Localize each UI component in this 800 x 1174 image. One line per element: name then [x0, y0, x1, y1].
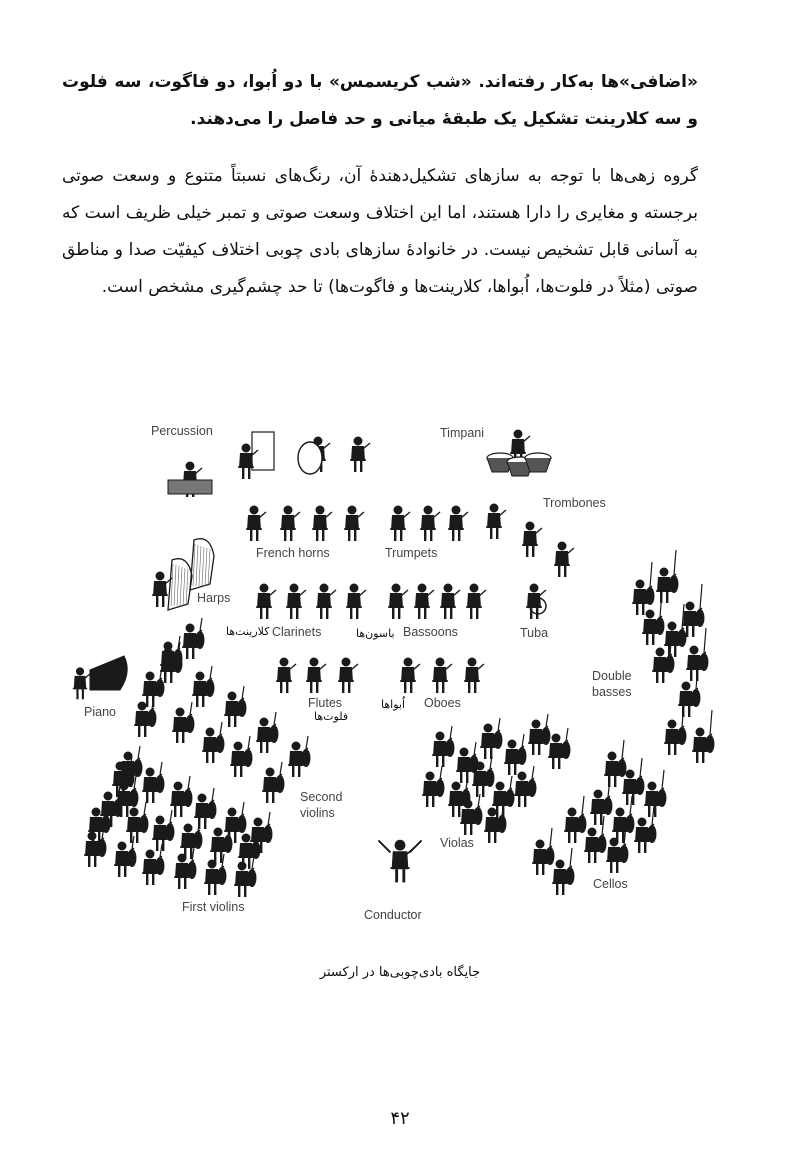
clarinet-player-figure — [346, 584, 366, 619]
double-bass-player-figure — [664, 702, 687, 755]
double-bass-player-figure — [692, 710, 715, 763]
viola-player-figure — [480, 718, 503, 759]
french-horn-player-figure — [246, 506, 266, 541]
oboe-player-figure — [432, 658, 452, 693]
label-tuba: Tuba — [520, 626, 549, 640]
double-bass-player-figure — [678, 664, 701, 717]
paragraph-intro: «اضافی»ها به‌کار رفته‌اند. «شب کریسمس» با دو اُبوا، دو فاگوت، سه فلوت و سه کلارینت تشکیل یک طبقهٔ میانی و حد فاصل را می‌دهند. — [62, 72, 698, 129]
clarinet-player-figure — [286, 584, 306, 619]
piano — [90, 656, 127, 690]
bassoon-player-figure — [388, 584, 408, 619]
second-violin-player-figure — [262, 762, 285, 803]
first-violin-player-figure — [170, 776, 193, 817]
label-fa-clarinets: کلارینت‌ها — [226, 625, 270, 638]
timpani-drum — [525, 453, 551, 472]
clarinet-player-figure — [256, 584, 276, 619]
label-double-basses-line1: Double — [592, 669, 632, 683]
french-horn-player-figure — [344, 506, 364, 541]
first-violin-player-figure — [114, 836, 137, 877]
second-violin-player-figure — [256, 712, 279, 753]
percussion-player-figure — [350, 437, 370, 472]
first-violin-player-figure — [234, 856, 257, 897]
cello-player-figure — [564, 796, 587, 843]
french-horn-player-figure — [312, 506, 332, 541]
cello-player-figure — [552, 848, 575, 895]
label-first-violins: First violins — [182, 900, 245, 914]
second-violin-player-figure — [288, 736, 311, 777]
bassoon-player-figure — [414, 584, 434, 619]
viola-player-figure — [528, 714, 551, 755]
label-clarinets: Clarinets — [272, 625, 322, 639]
second-violin-player-figure — [192, 666, 215, 707]
label-double-basses-line2: basses — [592, 685, 632, 699]
harp — [168, 559, 192, 610]
label-violas: Violas — [440, 836, 474, 850]
label-trumpets: Trumpets — [385, 546, 438, 560]
first-violin-player-figure — [152, 810, 175, 851]
first-violin-player-figure — [142, 844, 165, 885]
double-bass-player-figure — [656, 550, 679, 603]
label-cellos: Cellos — [593, 877, 628, 891]
second-violin-player-figure — [202, 722, 225, 763]
label-conductor: Conductor — [364, 908, 422, 922]
label-harps: Harps — [197, 591, 231, 605]
trumpet-player-figure — [420, 506, 440, 541]
trumpet-player-figure — [448, 506, 468, 541]
cello-player-figure — [644, 770, 667, 817]
bassoon-player-figure — [440, 584, 460, 619]
cello-player-figure — [604, 740, 627, 787]
page-number: ۴۲ — [390, 1108, 410, 1129]
label-fa-flutes: فلوت‌ها — [314, 710, 349, 723]
flute-player-figure — [276, 658, 296, 693]
oboe-player-figure — [464, 658, 484, 693]
conductor-figure — [378, 840, 421, 882]
trombone-player-figure — [522, 522, 542, 557]
clarinet-player-figure — [316, 584, 336, 619]
flute-player-figure — [338, 658, 358, 693]
cello-player-figure — [612, 796, 635, 843]
viola-player-figure — [484, 802, 507, 843]
label-french-horns: French horns — [256, 546, 330, 560]
french-horn-player-figure — [280, 506, 300, 541]
cello-player-figure — [634, 806, 657, 853]
first-violin-player-figure — [84, 826, 107, 867]
label-timpani: Timpani — [440, 426, 484, 440]
double-bass-player-figure — [682, 584, 705, 637]
flute-player-figure — [306, 658, 326, 693]
double-bass-player-figure — [652, 630, 675, 683]
label-piano: Piano — [84, 705, 116, 719]
first-violin-player-figure — [182, 618, 205, 659]
cello-player-figure — [532, 828, 555, 875]
trombone-player-figure — [486, 504, 506, 539]
figure-caption: جایگاه بادی‌چوبی‌ها در ارکستر — [319, 965, 481, 980]
label-bassoons: Bassoons — [403, 625, 458, 639]
label-flutes: Flutes — [308, 696, 343, 710]
viola-player-figure — [504, 734, 527, 775]
viola-player-figure — [548, 728, 571, 769]
pianist-figure — [73, 668, 91, 700]
double-bass-player-figure — [664, 604, 687, 657]
percussion-player-figure — [238, 444, 258, 479]
trombone-player-figure — [554, 542, 574, 577]
label-second-violins-line2: violins — [300, 806, 335, 820]
first-violin-player-figure — [142, 762, 165, 803]
second-violin-player-figure — [172, 702, 195, 743]
label-percussion: Percussion — [151, 424, 213, 438]
first-violin-player-figure — [126, 802, 149, 843]
xylophone — [168, 480, 212, 494]
label-trombones: Trombones — [543, 496, 606, 510]
bass-drum — [298, 442, 322, 474]
viola-player-figure — [432, 726, 455, 767]
label-second-violins-line1: Second — [300, 790, 343, 804]
cello-player-figure — [590, 778, 613, 825]
label-fa-oboes: اُبواها — [381, 698, 406, 711]
label-fa-bassoons: باسون‌ها — [356, 627, 395, 640]
double-bass-player-figure — [632, 562, 655, 615]
harp — [190, 539, 214, 590]
second-violin-player-figure — [224, 686, 247, 727]
bassoon-player-figure — [466, 584, 486, 619]
viola-player-figure — [422, 766, 445, 807]
viola-player-figure — [514, 766, 537, 807]
trumpet-player-figure — [390, 506, 410, 541]
paragraph-strings-woodwinds: گروه زهی‌ها با توجه به سازهای تشکیل‌دهندهٔ آن، رنگ‌های نسبتاً متنوع و وسعت صوتی برجسته و مغایری را دارا هستند، اما این اختلاف وسعت صوتی و تمبر خیلی ظریف است که به آسانی قابل تشخیص نیست. در خانوادهٔ سازهای بادی چوبی اختلاف کیفیّت صدا و مناطق صوتی (مثلاً در فلوت‌ها، اُبواها، کلارینت‌ها و فاگوت‌ها) تا حد چشم‌گیری مشخص است. — [62, 166, 698, 297]
second-violin-player-figure — [230, 736, 253, 777]
first-violin-player-figure — [194, 788, 217, 829]
first-violin-player-figure — [134, 696, 157, 737]
oboe-player-figure — [400, 658, 420, 693]
chimes — [252, 432, 274, 470]
label-oboes: Oboes — [424, 696, 461, 710]
